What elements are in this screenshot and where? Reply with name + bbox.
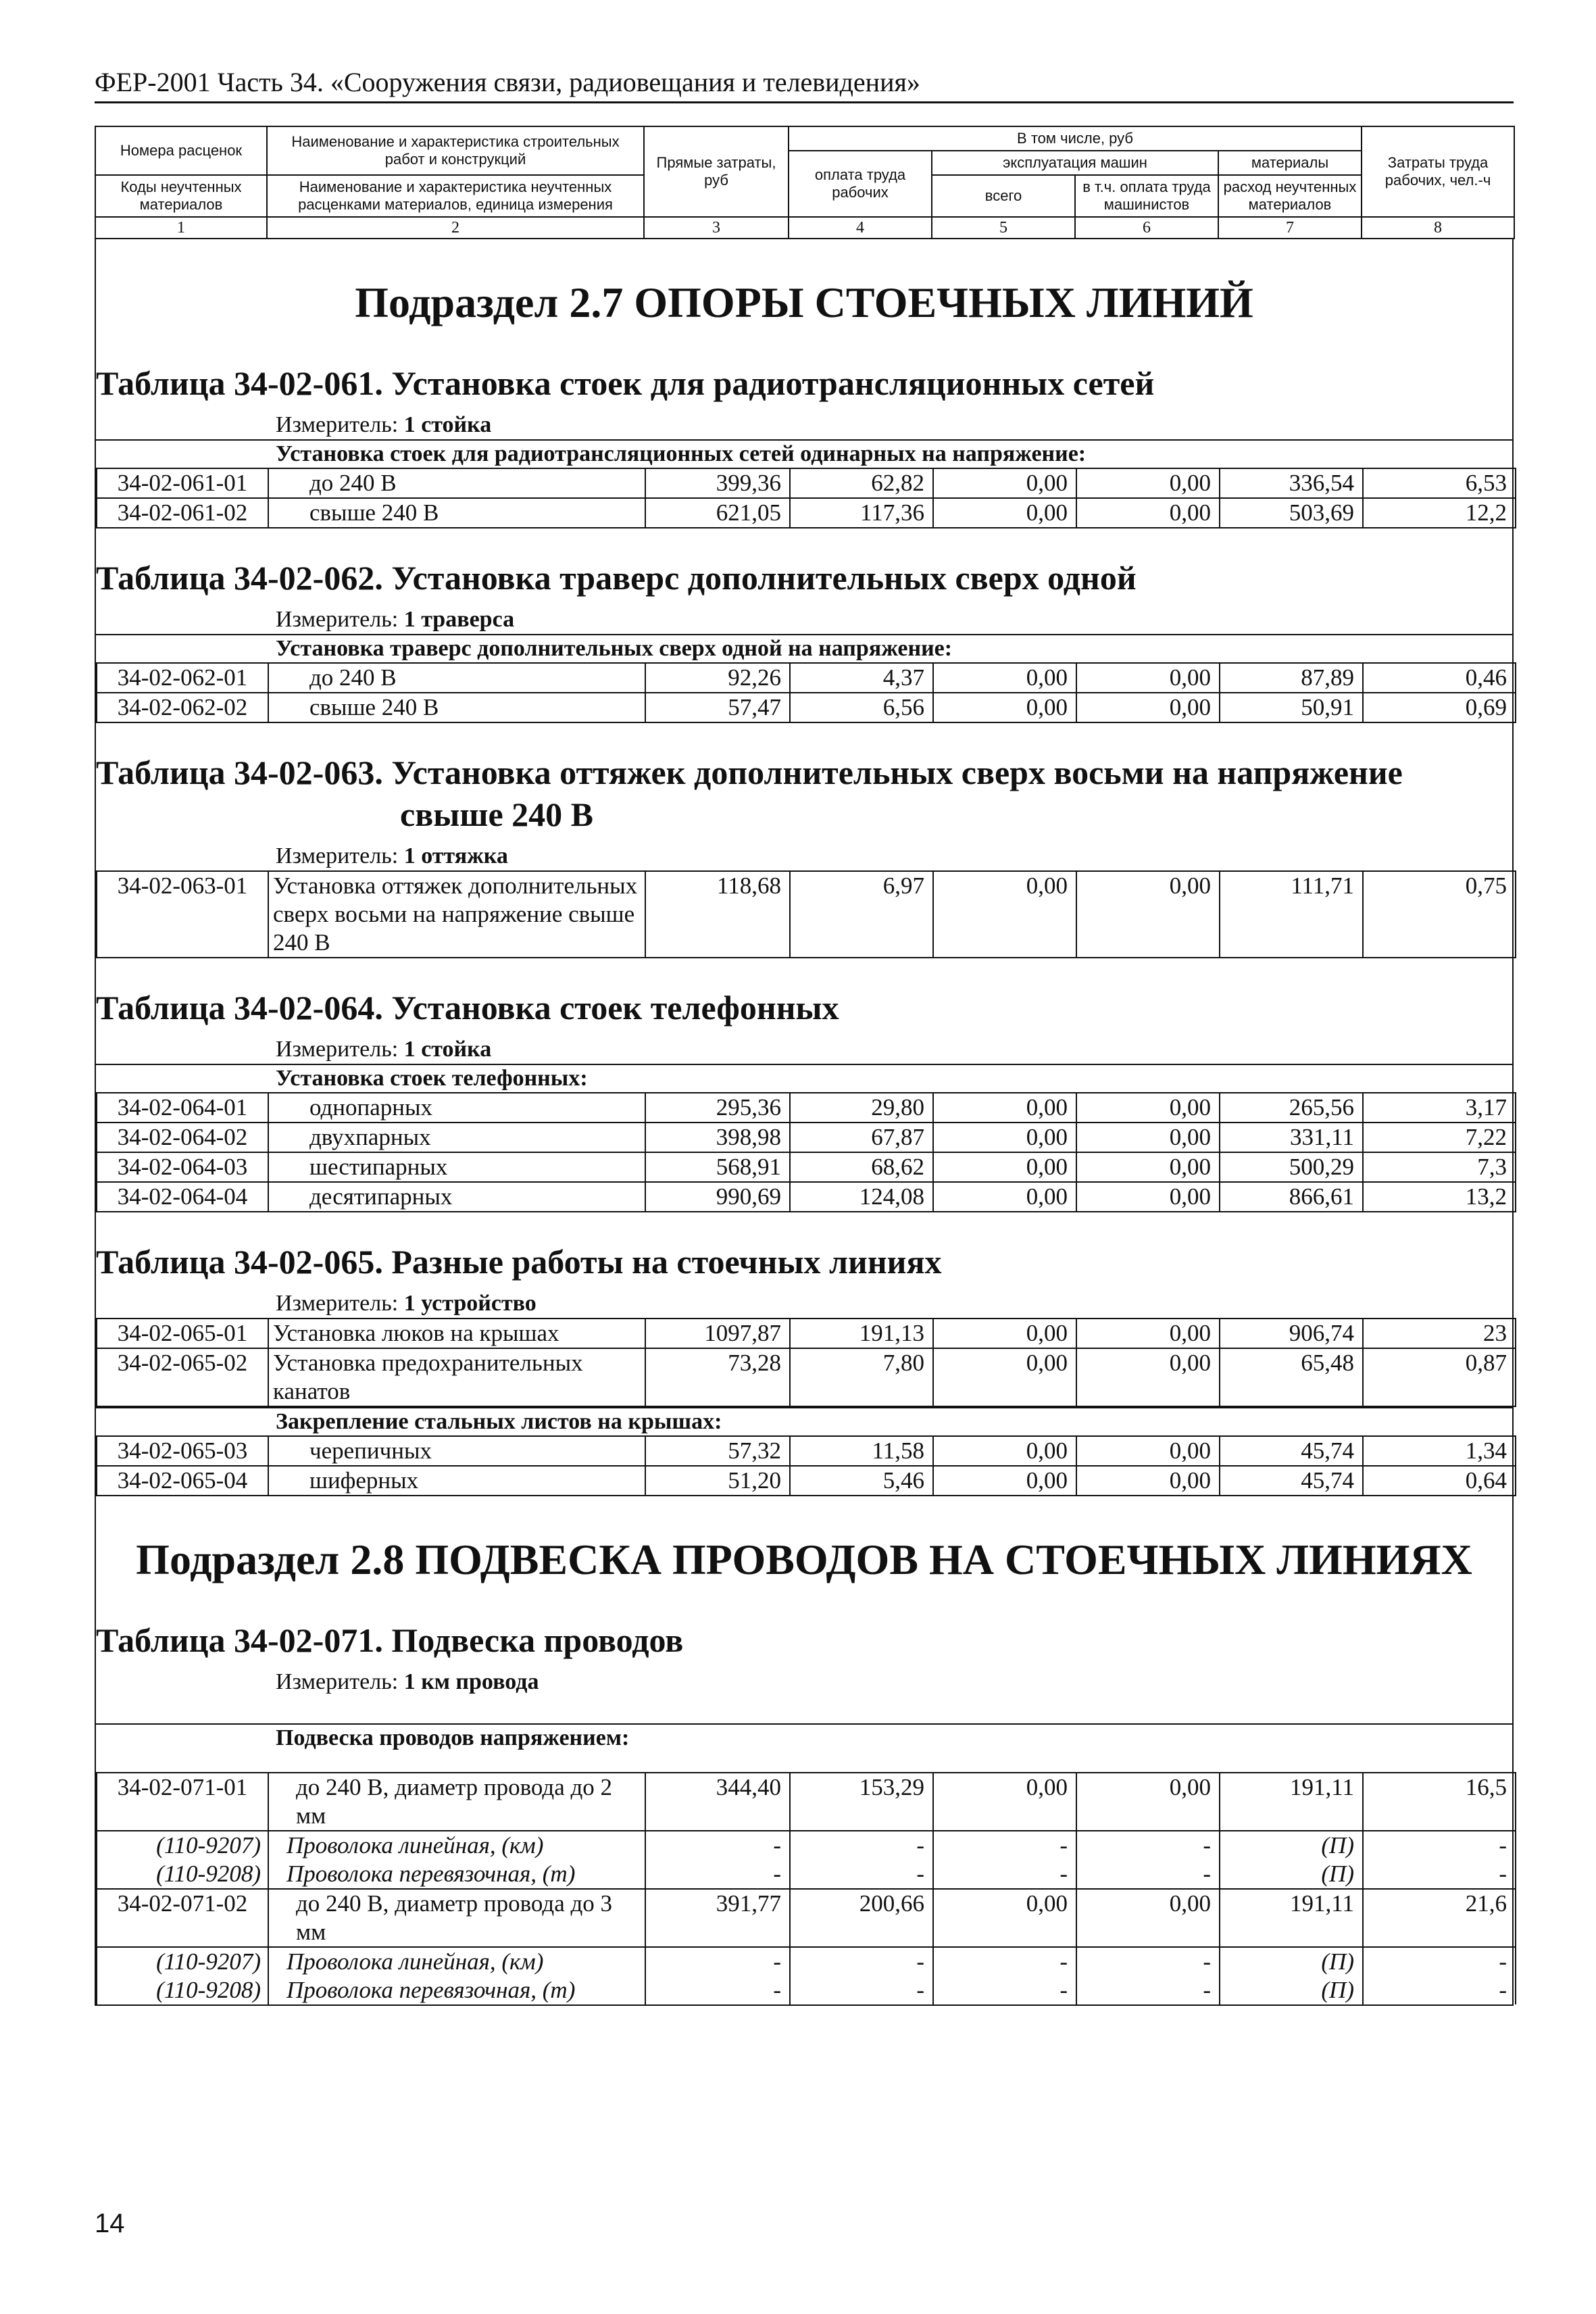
table-row: 34-02-071-02 до 240 В, диаметр провода до 3 мм 391,77 200,66 0,00 0,00 191,11 21,6 bbox=[97, 1889, 1516, 1947]
table-row: 34-02-062-01 до 240 В 92,26 4,37 0,00 0,00 87,89 0,46 bbox=[97, 663, 1516, 693]
meter-line: Измеритель: 1 стойка bbox=[276, 1037, 492, 1062]
table-row: 34-02-061-01 до 240 В 399,36 62,82 0,00 0,00 336,54 6,53 bbox=[97, 468, 1516, 498]
col-number: 4 bbox=[789, 217, 932, 239]
meter-line: Измеритель: 1 траверса bbox=[276, 607, 515, 632]
col-number: 2 bbox=[267, 217, 644, 239]
column-numbers-row bbox=[95, 217, 1514, 239]
meter-line: Измеритель: 1 устройство bbox=[276, 1291, 537, 1316]
machines-label: эксплуатация машин bbox=[932, 151, 1218, 175]
running-header: ФЕР-2001 Часть 34. «Сооружения связи, радиовещания и телевидения» bbox=[95, 66, 1514, 103]
table-row: 34-02-064-03 шестипарных 568,91 68,62 0,00 0,00 500,29 7,3 bbox=[97, 1152, 1516, 1182]
group-heading: Подвеска проводов напряжением: bbox=[96, 1723, 1512, 1772]
page-number: 14 bbox=[95, 2209, 125, 2238]
table-title: Таблица 34-02-061. Установка стоек для радиотрансляционных сетей bbox=[96, 364, 1155, 402]
col2-bottom-label: Наименование и характеристика неучтенных расценками материалов, единица измерения bbox=[267, 175, 644, 217]
group-heading: Установка стоек для радиотрансляционных сетей одинарных на напряжение: bbox=[96, 439, 1512, 468]
subsection-title: Подраздел 2.7 ОПОРЫ СТОЕЧНЫХ ЛИНИЙ bbox=[355, 278, 1253, 326]
table-row: 34-02-064-04 десятипарных 990,69 124,08 0,00 0,00 866,61 13,2 bbox=[97, 1182, 1516, 1212]
col7-label: расход неучтенных материалов bbox=[1218, 175, 1362, 217]
material-row: (110-9208) Проволока перевязочная, (т) - - - - (П) - bbox=[97, 1860, 1516, 1889]
col1-top-label: Номера расценок bbox=[95, 126, 267, 175]
col5-label: всего bbox=[932, 175, 1075, 217]
material-row: (110-9207) Проволока линейная, (км) - - - - (П) - bbox=[97, 1947, 1516, 1976]
table-row: 34-02-065-04 шиферных 51,20 5,46 0,00 0,00 45,74 0,64 bbox=[97, 1466, 1516, 1496]
table-title: Таблица 34-02-071. Подвеска проводов bbox=[96, 1621, 684, 1659]
materials-label: материалы bbox=[1218, 151, 1362, 175]
col-number: 7 bbox=[1218, 217, 1362, 239]
col-number: 3 bbox=[644, 217, 789, 239]
col8-label: Затраты труда рабочих, чел.-ч bbox=[1362, 126, 1514, 217]
rates-table bbox=[96, 468, 1516, 528]
table-row: 34-02-061-02 свыше 240 В 621,05 117,36 0,00 0,00 503,69 12,2 bbox=[97, 498, 1516, 528]
content-frame bbox=[95, 239, 1514, 2006]
rates-table bbox=[96, 1435, 1516, 1496]
rates-table bbox=[96, 662, 1516, 723]
group-heading: Установка траверс дополнительных сверх одной на напряжение: bbox=[96, 634, 1512, 662]
col-number: 6 bbox=[1075, 217, 1218, 239]
rates-table bbox=[96, 1772, 1516, 2004]
col4-label: оплата труда рабочих bbox=[789, 151, 932, 217]
column-header-table bbox=[95, 126, 1515, 239]
group-heading: Установка стоек телефонных: bbox=[96, 1064, 1512, 1092]
meter-line: Измеритель: 1 км провода bbox=[276, 1669, 539, 1694]
col6-label: в т.ч. оплата труда машинистов bbox=[1075, 175, 1218, 217]
table-row: 34-02-063-01 Установка оттяжек дополнительных сверх восьми на напряжение свыше 240 В 118,68 6,97 0,00 0,00 111,71 0,75 bbox=[97, 871, 1516, 958]
table-title: Таблица 34-02-065. Разные работы на стоечных линиях bbox=[96, 1243, 942, 1281]
rates-table bbox=[96, 1092, 1516, 1212]
table-row: 34-02-065-03 черепичных 57,32 11,58 0,00 0,00 45,74 1,34 bbox=[97, 1436, 1516, 1466]
table-row: 34-02-071-01 до 240 В, диаметр провода до 2 мм 344,40 153,29 0,00 0,00 191,11 16,5 bbox=[97, 1773, 1516, 1831]
col-number: 5 bbox=[932, 217, 1075, 239]
col2-top-label: Наименование и характеристика строительных работ и конструкций bbox=[267, 126, 644, 175]
page-body bbox=[95, 126, 1514, 2006]
table-row: 34-02-065-01 Установка люков на крышах 1097,87 191,13 0,00 0,00 906,74 23 bbox=[97, 1319, 1516, 1348]
col-number: 1 bbox=[95, 217, 267, 239]
table-title: Таблица 34-02-064. Установка стоек телефонных bbox=[96, 989, 839, 1027]
subsection-title: Подраздел 2.8 ПОДВЕСКА ПРОВОДОВ НА СТОЕЧНЫХ ЛИНИЯХ bbox=[136, 1535, 1472, 1583]
meter-line: Измеритель: 1 оттяжка bbox=[276, 843, 508, 868]
table-row: 34-02-062-02 свыше 240 В 57,47 6,56 0,00 0,00 50,91 0,69 bbox=[97, 693, 1516, 722]
table-row: 34-02-064-02 двухпарных 398,98 67,87 0,00 0,00 331,11 7,22 bbox=[97, 1123, 1516, 1152]
group-heading: Закрепление стальных листов на крышах: bbox=[96, 1407, 1512, 1435]
col1-bottom-label: Коды неучтенных материалов bbox=[95, 175, 267, 217]
meter-line: Измеритель: 1 стойка bbox=[276, 412, 492, 437]
col-number: 8 bbox=[1362, 217, 1514, 239]
table-row: 34-02-065-02 Установка предохранительных канатов 73,28 7,80 0,00 0,00 65,48 0,87 bbox=[97, 1348, 1516, 1406]
table-title: Таблица 34-02-063. Установка оттяжек дополнительных сверх восьми на напряжение свыше 240 В bbox=[96, 754, 1403, 833]
material-row: (110-9208) Проволока перевязочная, (т) - - - - (П) - bbox=[97, 1976, 1516, 2004]
rates-table bbox=[96, 870, 1516, 958]
incl-label: В том числе, руб bbox=[789, 126, 1362, 151]
rates-table bbox=[96, 1318, 1516, 1407]
table-title: Таблица 34-02-062. Установка траверс дополнительных сверх одной bbox=[96, 559, 1137, 597]
material-row: (110-9207) Проволока линейная, (км) - - - - (П) - bbox=[97, 1831, 1516, 1860]
col3-label: Прямые затраты, руб bbox=[644, 126, 789, 217]
table-row: 34-02-064-01 однопарных 295,36 29,80 0,00 0,00 265,56 3,17 bbox=[97, 1093, 1516, 1123]
